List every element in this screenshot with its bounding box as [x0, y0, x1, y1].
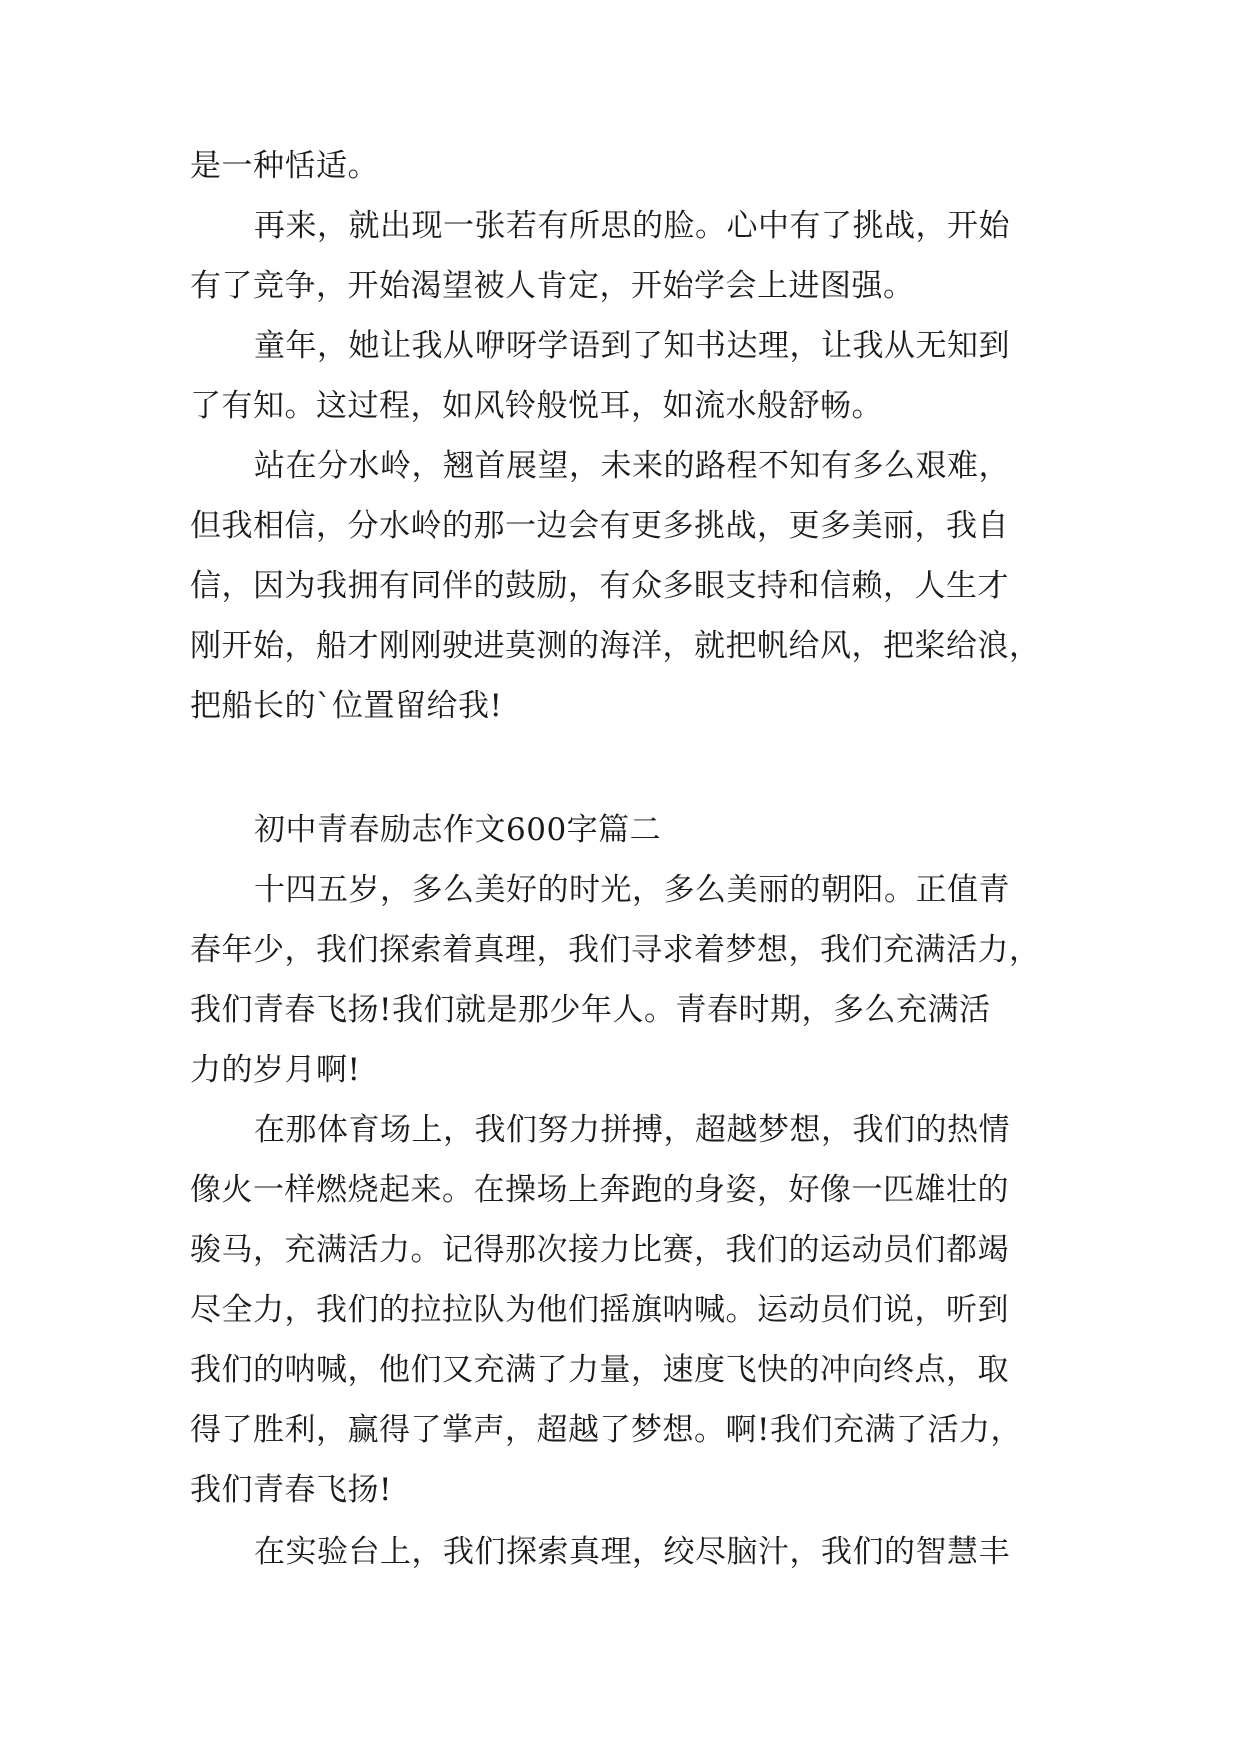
text-line: 有了竞争，开始渴望被人肯定，开始学会上进图强。 — [190, 268, 915, 304]
text-line: 力的岁月啊! — [190, 1052, 361, 1088]
text-line: 春年少，我们探索着真理，我们寻求着梦想，我们充满活力， — [190, 932, 1041, 968]
text-line: 骏马，充满活力。记得那次接力比赛，我们的运动员们都竭 — [190, 1232, 1009, 1268]
paragraph-start: 十四五岁，多么美好的时光，多么美丽的朝阳。正值青 — [254, 872, 1010, 908]
text-line: 我们青春飞扬! — [190, 1472, 392, 1508]
text-line: 像火一样燃烧起来。在操场上奔跑的身姿，好像一匹雄壮的 — [190, 1172, 1009, 1208]
text-line: 了有知。这过程，如风铃般悦耳，如流水般舒畅。 — [190, 388, 883, 424]
text-line: 得了胜利，赢得了掌声，超越了梦想。啊!我们充满了活力， — [190, 1412, 1022, 1448]
text-line: 尽全力，我们的拉拉队为他们摇旗呐喊。运动员们说，听到 — [190, 1292, 1009, 1328]
text-line: 刚开始，船才刚刚驶进莫测的海洋，就把帆给风，把桨给浪， — [190, 628, 1041, 664]
section-title: 初中青春励志作文600字篇二 — [254, 812, 662, 848]
paragraph-start: 在实验台上，我们探索真理，绞尽脑汁，我们的智慧丰 — [254, 1534, 1010, 1570]
text-line: 把船长的`位置留给我! — [190, 688, 503, 724]
paragraph-start: 童年，她让我从咿呀学语到了知书达理，让我从无知到 — [254, 328, 1010, 364]
text-line: 是一种恬适。 — [190, 148, 379, 184]
text-line: 我们的呐喊，他们又充满了力量，速度飞快的冲向终点，取 — [190, 1352, 1009, 1388]
text-line: 但我相信，分水岭的那一边会有更多挑战，更多美丽，我自 — [190, 508, 1009, 544]
text-line: 我们青春飞扬!我们就是那少年人。青春时期，多么充满活 — [190, 992, 991, 1028]
text-line: 信，因为我拥有同伴的鼓励，有众多眼支持和信赖，人生才 — [190, 568, 1009, 604]
paragraph-start: 在那体育场上，我们努力拼搏，超越梦想，我们的热情 — [254, 1112, 1010, 1148]
paragraph-start: 站在分水岭，翘首展望，未来的路程不知有多么艰难， — [254, 448, 1010, 484]
paragraph-start: 再来，就出现一张若有所思的脸。心中有了挑战，开始 — [254, 208, 1010, 244]
